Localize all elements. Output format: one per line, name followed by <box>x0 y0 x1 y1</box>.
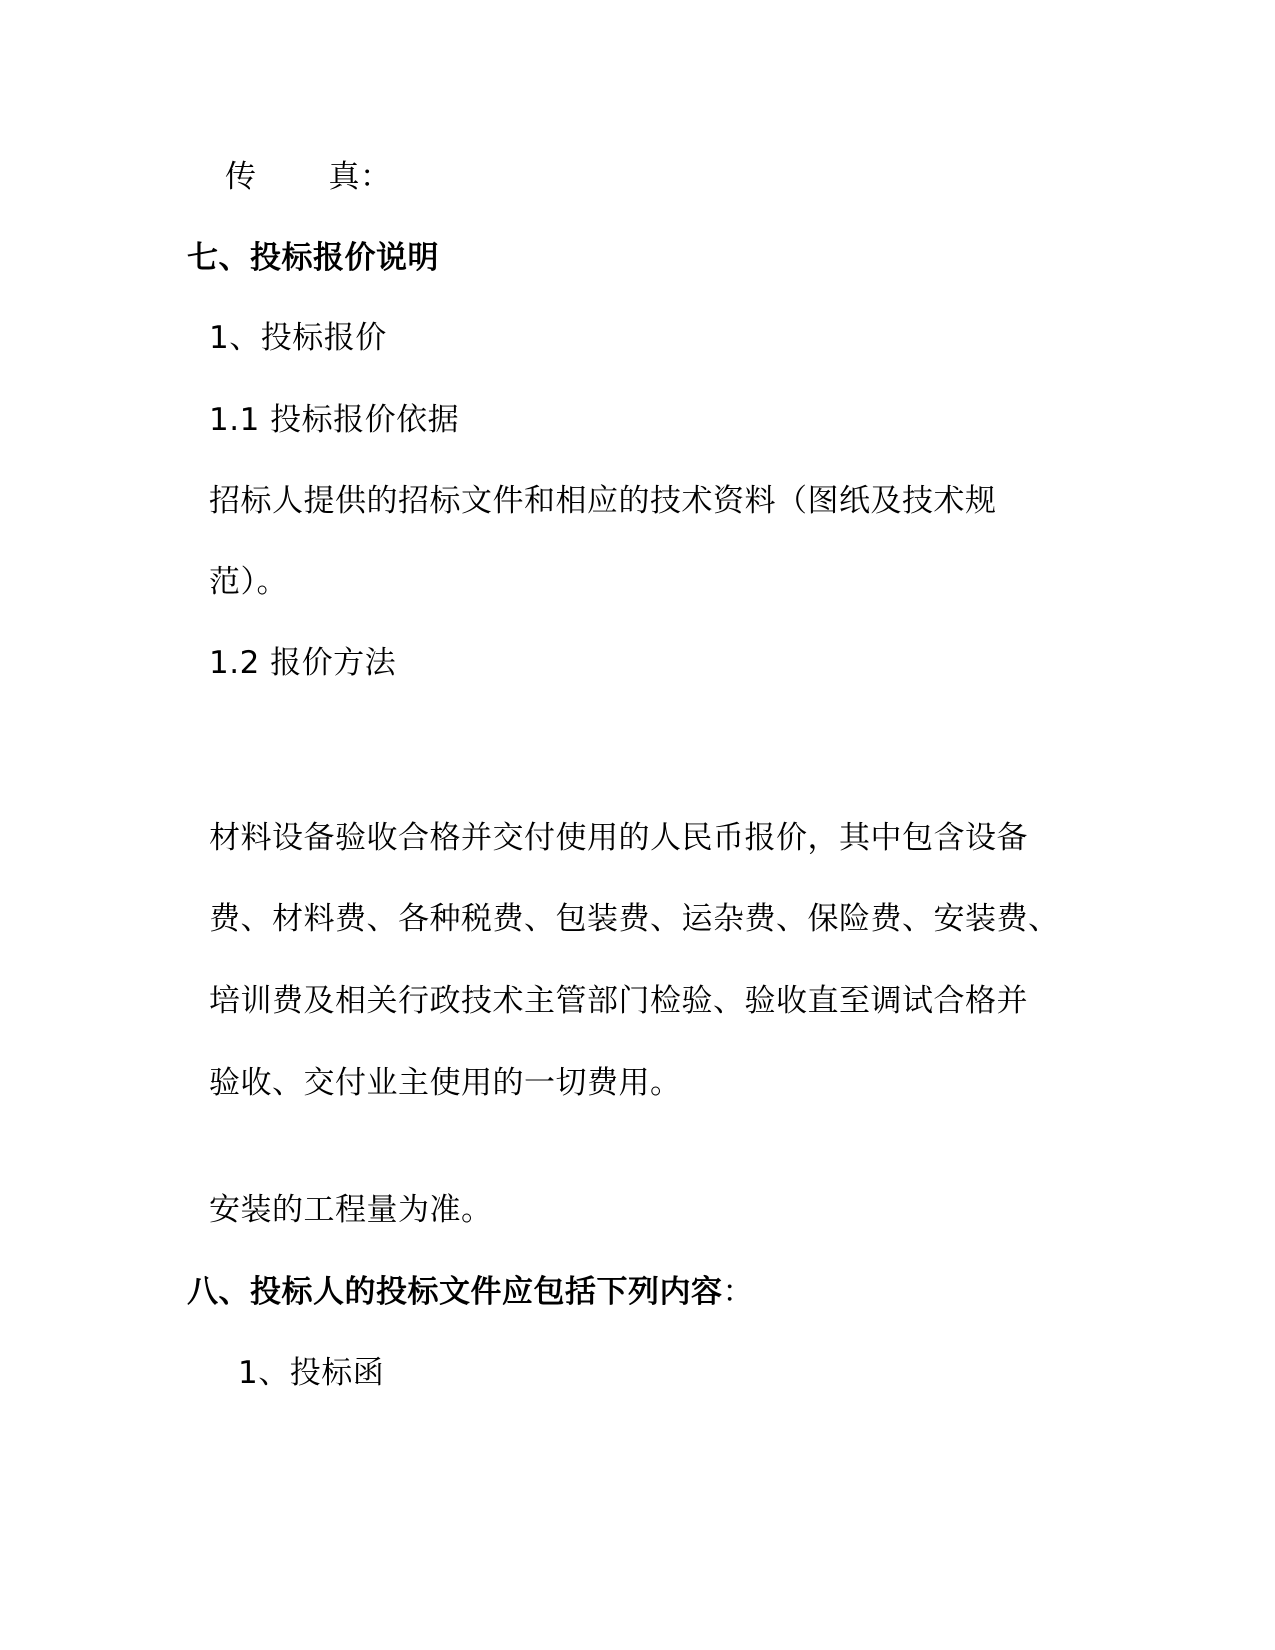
item-1-2-pricing-method: 1.2 报价方法 <box>209 645 397 681</box>
item-1-bid-price: 1、投标报价 <box>209 320 387 356</box>
pricing-method-text-line-2: 费、材料费、各种税费、包装费、运杂费、保险费、安装费、 <box>209 901 1060 937</box>
section-7-heading: 七、投标报价说明 <box>187 240 439 276</box>
fax-label-char-1: 传 <box>225 159 257 195</box>
pricing-method-text-line-1: 材料设备验收合格并交付使用的人民币报价，其中包含设备 <box>209 820 1028 856</box>
item-1-bid-letter: 1、投标函 <box>238 1355 385 1391</box>
pricing-method-text-line-4: 验收、交付业主使用的一切费用。 <box>209 1065 682 1101</box>
fax-line <box>225 157 392 197</box>
item-1-1-pricing-basis: 1.1 投标报价依据 <box>209 402 460 438</box>
fax-label-char-2: 真： <box>328 159 392 195</box>
section-8-heading <box>187 1272 754 1312</box>
pricing-method-text-line-3: 培训费及相关行政技术主管部门检验、验收直至调试合格并 <box>209 983 1028 1019</box>
pricing-basis-text-line-2: 范）。 <box>209 564 288 600</box>
pricing-basis-text-line-1: 招标人提供的招标文件和相应的技术资料（图纸及技术规 <box>209 483 997 519</box>
section-8-title: 八、投标人的投标文件应包括下列内容 <box>187 1274 723 1310</box>
quantity-note: 安装的工程量为准。 <box>209 1192 493 1228</box>
section-8-colon: ： <box>722 1274 754 1310</box>
